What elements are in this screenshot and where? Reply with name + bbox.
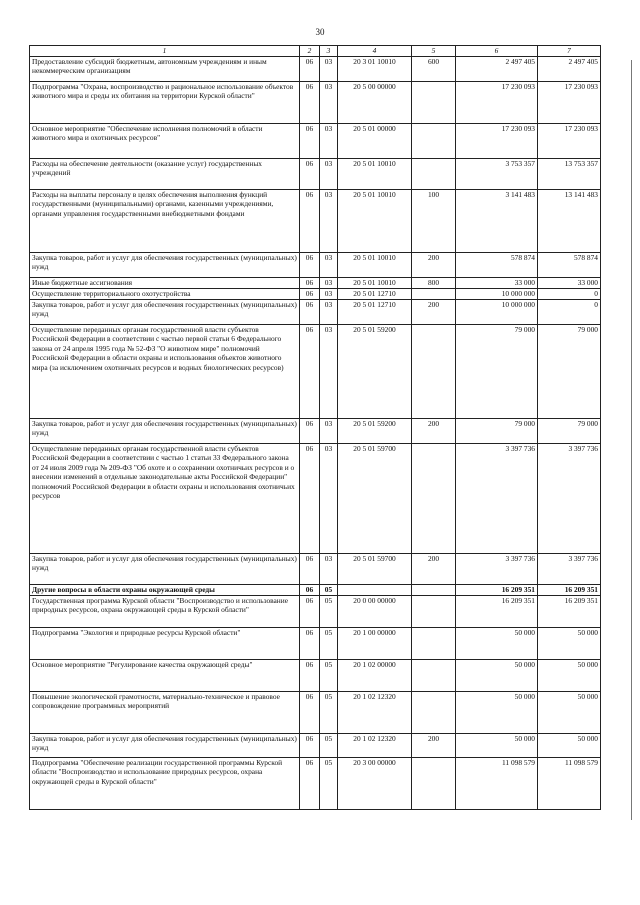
budget-table [29,45,601,810]
row-amount-1: 3 753 357 [456,159,538,190]
row-section: 06 [300,758,320,810]
row-target-article: 20 5 01 59700 [338,444,412,554]
header-cell: 7 [538,46,601,57]
header-cell: 5 [412,46,456,57]
row-name: Закупка товаров, работ и услуг для обеспечения государственных (муниципальных) нужд [30,253,300,278]
row-name: Повышение экологической грамотности, материально-техническое и правовое сопровождение программных мероприятий [30,692,300,734]
row-amount-1: 578 874 [456,253,538,278]
row-section: 06 [300,253,320,278]
row-amount-2: 79 000 [538,325,601,419]
row-target-article: 20 5 01 00000 [338,124,412,159]
table-row [30,734,601,758]
row-subsection: 03 [320,82,338,124]
row-name: Основное мероприятие "Регулирование качества окружающей среды" [30,660,300,692]
row-target-article: 20 5 01 12710 [338,289,412,300]
row-name: Расходы на обеспечение деятельности (оказание услуг) государственных учреждений [30,159,300,190]
row-expense-type [412,758,456,810]
header-cell: 2 [300,46,320,57]
row-name: Закупка товаров, работ и услуг для обеспечения государственных (муниципальных) нужд [30,554,300,585]
row-target-article: 20 5 01 10010 [338,190,412,253]
row-expense-type [412,124,456,159]
row-amount-2: 11 098 579 [538,758,601,810]
row-expense-type [412,289,456,300]
header-cell: 4 [338,46,412,57]
row-expense-type: 200 [412,554,456,585]
row-amount-1: 3 397 736 [456,554,538,585]
row-subsection: 05 [320,596,338,628]
row-amount-2: 578 874 [538,253,601,278]
row-name: Осуществление территориального охотустройства [30,289,300,300]
row-subsection: 03 [320,289,338,300]
row-target-article: 20 5 00 00000 [338,82,412,124]
row-target-article: 20 5 01 12710 [338,300,412,325]
table-row [30,585,601,596]
row-amount-1: 16 209 351 [456,596,538,628]
row-target-article: 20 1 02 00000 [338,660,412,692]
row-name: Закупка товаров, работ и услуг для обеспечения государственных (муниципальных) нужд [30,734,300,758]
table-row [30,289,601,300]
row-amount-2: 16 209 351 [538,585,601,596]
row-target-article: 20 5 01 59700 [338,554,412,585]
row-amount-1: 50 000 [456,692,538,734]
row-name: Иные бюджетные ассигнования [30,278,300,289]
row-section: 06 [300,596,320,628]
row-section: 06 [300,159,320,190]
row-amount-1: 33 000 [456,278,538,289]
row-expense-type: 200 [412,734,456,758]
row-amount-2: 17 230 093 [538,124,601,159]
row-subsection: 05 [320,660,338,692]
row-amount-2: 50 000 [538,734,601,758]
row-section: 06 [300,444,320,554]
row-amount-2: 0 [538,300,601,325]
row-amount-1: 16 209 351 [456,585,538,596]
row-section: 06 [300,289,320,300]
row-amount-1: 79 000 [456,325,538,419]
row-subsection: 03 [320,124,338,159]
row-amount-1: 2 497 405 [456,57,538,82]
header-cell: 1 [30,46,300,57]
table-header-row [30,46,601,57]
row-name: Закупка товаров, работ и услуг для обеспечения государственных (муниципальных) нужд [30,300,300,325]
row-name: Подпрограмма "Обеспечение реализации государственной программы Курской области "Воспроизводство и использование природных ресурсов, охрана окружающей среды в Курской области" [30,758,300,810]
row-expense-type: 200 [412,300,456,325]
header-cell: 3 [320,46,338,57]
row-expense-type: 200 [412,253,456,278]
row-subsection: 03 [320,190,338,253]
table-row [30,82,601,124]
row-subsection: 03 [320,419,338,444]
row-subsection: 05 [320,758,338,810]
row-amount-2: 50 000 [538,660,601,692]
row-amount-2: 13 141 483 [538,190,601,253]
row-target-article: 20 1 02 12320 [338,692,412,734]
table-row [30,124,601,159]
table-row [30,190,601,253]
row-amount-2: 3 397 736 [538,554,601,585]
row-amount-2: 50 000 [538,692,601,734]
row-amount-1: 50 000 [456,628,538,660]
row-expense-type [412,596,456,628]
row-subsection: 05 [320,692,338,734]
row-amount-2: 17 230 093 [538,82,601,124]
row-expense-type [412,660,456,692]
row-name: Подпрограмма "Охрана, воспроизводство и рациональное использование объектов животного мира и среды их обитания на территории Курской области" [30,82,300,124]
row-target-article: 20 5 01 59200 [338,419,412,444]
page-number: 30 [315,27,325,37]
row-target-article: 20 5 01 59200 [338,325,412,419]
row-amount-1: 10 000 000 [456,289,538,300]
row-amount-2: 13 753 357 [538,159,601,190]
row-expense-type [412,82,456,124]
row-target-article: 20 3 00 00000 [338,758,412,810]
row-amount-1: 79 000 [456,419,538,444]
table-row [30,660,601,692]
row-amount-1: 3 141 483 [456,190,538,253]
row-target-article: 20 5 01 10010 [338,253,412,278]
row-name: Расходы на выплаты персоналу в целях обеспечения выполнения функций государственными (муниципальными) органами, казенными учреждениями, органами управления государственными внебюджетными фондами [30,190,300,253]
row-amount-2: 16 209 351 [538,596,601,628]
row-section: 06 [300,124,320,159]
row-target-article: 20 1 02 12320 [338,734,412,758]
row-expense-type [412,325,456,419]
row-subsection: 03 [320,325,338,419]
row-section: 06 [300,278,320,289]
row-expense-type [412,444,456,554]
row-subsection: 03 [320,444,338,554]
row-section: 06 [300,82,320,124]
row-amount-1: 17 230 093 [456,82,538,124]
row-name: Предоставление субсидий бюджетным, автономным учреждениям и иным некоммерческим организациям [30,57,300,82]
row-amount-2: 0 [538,289,601,300]
row-name: Закупка товаров, работ и услуг для обеспечения государственных (муниципальных) нужд [30,419,300,444]
row-section: 06 [300,660,320,692]
row-target-article: 20 1 00 00000 [338,628,412,660]
row-name: Государственная программа Курской области "Воспроизводство и использование природных ресурсов, охрана окружающей среды в Курской области" [30,596,300,628]
row-amount-2: 33 000 [538,278,601,289]
row-name: Подпрограмма "Экология и природные ресурсы Курской области" [30,628,300,660]
row-name: Основное мероприятие "Обеспечение исполнения полномочий в области животного мира и охотничьих ресурсов" [30,124,300,159]
row-expense-type: 800 [412,278,456,289]
row-section: 06 [300,325,320,419]
table-row [30,325,601,419]
row-section: 06 [300,57,320,82]
row-target-article: 20 0 00 00000 [338,596,412,628]
row-amount-1: 50 000 [456,660,538,692]
row-subsection: 03 [320,278,338,289]
row-section: 06 [300,419,320,444]
row-amount-1: 50 000 [456,734,538,758]
row-section: 06 [300,628,320,660]
row-amount-1: 11 098 579 [456,758,538,810]
table-row [30,278,601,289]
row-name: Осуществление переданных органам государственной власти субъектов Российской Федерации в соответствии с частью первой статьи 6 Федерального закона от 24 апреля 1995 года № 52-ФЗ "О животном мире" полномочий Российской Федерации в области охраны и использования объектов животного мира (за исключением охотничьих ресурсов и водных биологических ресурсов) [30,325,300,419]
row-section: 06 [300,692,320,734]
row-section: 06 [300,190,320,253]
row-amount-1: 17 230 093 [456,124,538,159]
row-name: Осуществление переданных органам государственной власти субъектов Российской Федерации в соответствии с частью 1 статьи 33 Федерального закона от 24 июля 2009 года № 209-ФЗ "Об охоте и о сохранении охотничьих ресурсов и о внесении изменений в отдельные законодательные акты Российской Федерации" полномочий Российской Федерации в области охраны и использования охотничьих ресурсов [30,444,300,554]
row-amount-2: 3 397 736 [538,444,601,554]
table-row [30,554,601,585]
row-subsection: 03 [320,253,338,278]
table-row [30,628,601,660]
row-subsection: 05 [320,628,338,660]
row-target-article: 20 3 01 10010 [338,57,412,82]
row-amount-1: 3 397 736 [456,444,538,554]
table-row [30,253,601,278]
table-row [30,57,601,82]
row-name: Другие вопросы в области охраны окружающей среды [30,585,300,596]
row-amount-1: 10 000 000 [456,300,538,325]
row-amount-2: 2 497 405 [538,57,601,82]
row-expense-type [412,585,456,596]
row-target-article: 20 5 01 10010 [338,278,412,289]
table-row [30,444,601,554]
row-section: 06 [300,300,320,325]
table-row [30,758,601,810]
row-subsection: 03 [320,554,338,585]
right-margin-line [631,60,632,820]
row-subsection: 03 [320,300,338,325]
table-row [30,159,601,190]
row-subsection: 05 [320,585,338,596]
header-cell: 6 [456,46,538,57]
row-expense-type [412,692,456,734]
table-row [30,692,601,734]
row-subsection: 03 [320,159,338,190]
row-target-article: 20 5 01 10010 [338,159,412,190]
table-row [30,419,601,444]
row-subsection: 03 [320,57,338,82]
row-section: 06 [300,585,320,596]
table-row [30,596,601,628]
row-section: 06 [300,554,320,585]
row-subsection: 05 [320,734,338,758]
row-expense-type: 200 [412,419,456,444]
row-expense-type [412,628,456,660]
row-amount-2: 79 000 [538,419,601,444]
table-row [30,300,601,325]
row-expense-type: 100 [412,190,456,253]
row-section: 06 [300,734,320,758]
row-amount-2: 50 000 [538,628,601,660]
row-expense-type: 600 [412,57,456,82]
row-expense-type [412,159,456,190]
row-target-article [338,585,412,596]
